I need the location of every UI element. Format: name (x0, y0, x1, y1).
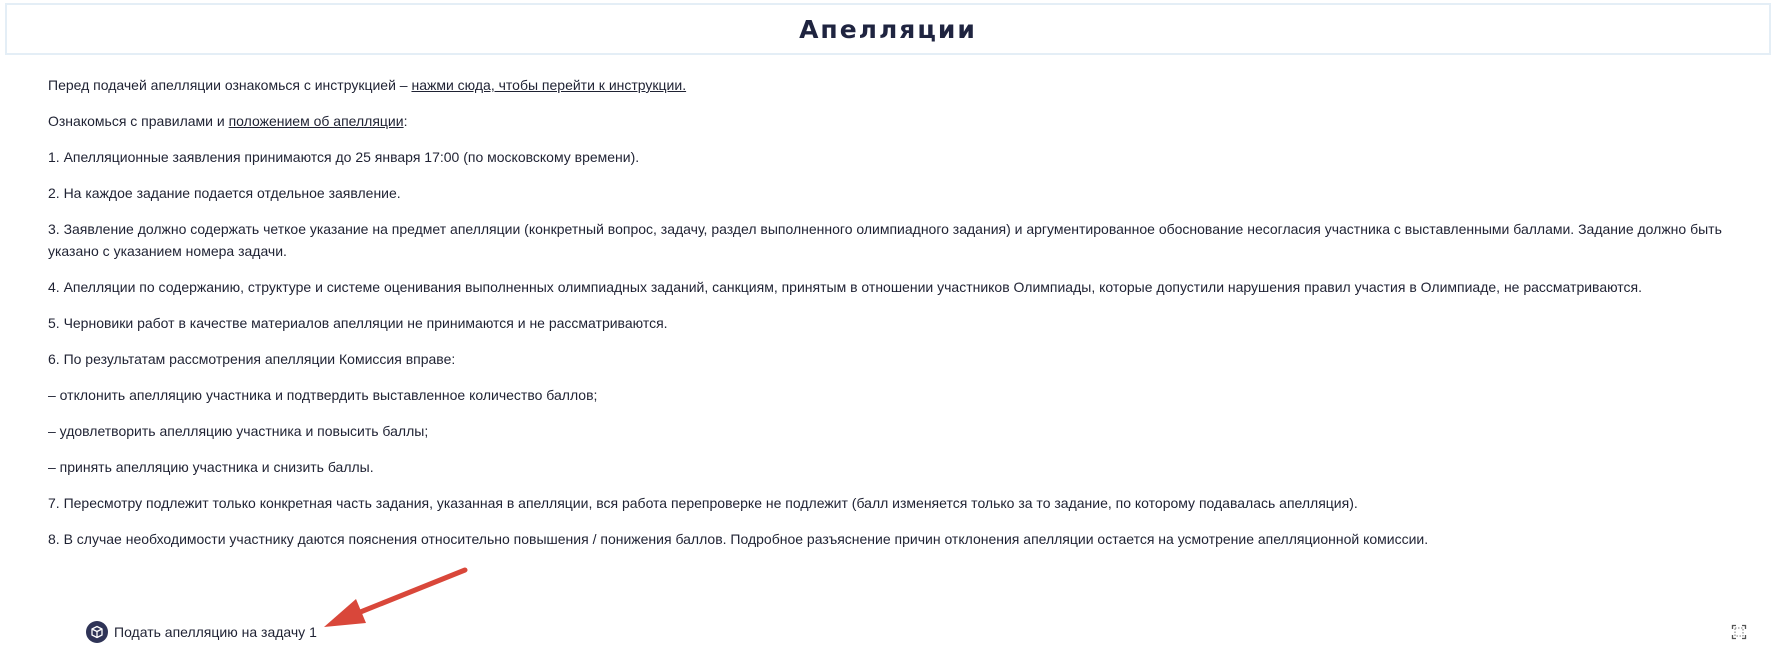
instruction-text: Перед подачей апелляции ознакомься с инструкцией – (48, 77, 412, 93)
cube-icon (86, 621, 108, 643)
instruction-paragraph (48, 74, 1748, 96)
rules-intro-paragraph (48, 110, 1748, 132)
regulation-link[interactable]: положением об апелляции (228, 113, 404, 129)
submit-appeal-label[interactable]: Подать апелляцию на задачу 1 (114, 624, 317, 640)
rules-intro-text: Ознакомься с правилами и (48, 113, 229, 129)
rule-item: 6. По результатам рассмотрения апелляции Комиссия вправе: (48, 351, 456, 367)
instruction-link[interactable]: нажми сюда, чтобы перейти к инструкции. (411, 77, 687, 93)
rule-item: 7. Пересмотру подлежит только конкретная часть задания, указанная в апелляции, вся работа перепроверке не подлежит (балл изменяется только за то задание, по которому подавалась апелляция). (48, 495, 1358, 511)
rule-item: 3. Заявление должно содержать четкое указание на предмет апелляции (конкретный вопрос, задачу, раздел выполненного олимпиадного задания) и аргументированное обоснование несогласия участника с выставленными баллами. Задание должно быть указано с указанием номера задачи. (48, 221, 1722, 259)
page-header (5, 3, 1771, 55)
rule-item: 2. На каждое задание подается отдельное заявление. (48, 185, 401, 201)
rule-item: 1. Апелляционные заявления принимаются до 25 января 17:00 (по московскому времени). (48, 149, 640, 165)
rule-item: – отклонить апелляцию участника и подтвердить выставленное количество баллов; (48, 387, 598, 403)
rule-item: – принять апелляцию участника и снизить баллы. (48, 459, 374, 475)
rule-item: 4. Апелляции по содержанию, структуре и системе оценивания выполненных олимпиадных заданий, санкциям, принятым в отношении участников Олимпиады, которые допустили нарушения правил участия в Олимпиаде, не рассматриваются. (48, 279, 1643, 295)
annotation-arrow-icon (320, 565, 470, 630)
rules-intro-colon: : (403, 113, 408, 129)
rule-item: 5. Черновики работ в качестве материалов апелляции не принимаются и не рассматриваются. (48, 315, 668, 331)
appeal-rules-content (48, 74, 1748, 564)
rule-item: – удовлетворить апелляцию участника и повысить баллы; (48, 423, 429, 439)
page-title: Апелляции (799, 14, 977, 44)
rule-item: 8. В случае необходимости участнику даются пояснения относительно повышения / понижения баллов. Подробное разъяснение причин отклонения апелляции остается на усмотрение апелляционной комиссии. (48, 531, 1429, 547)
expand-icon[interactable] (1731, 624, 1747, 640)
submit-appeal-task-1-link[interactable] (86, 621, 317, 643)
